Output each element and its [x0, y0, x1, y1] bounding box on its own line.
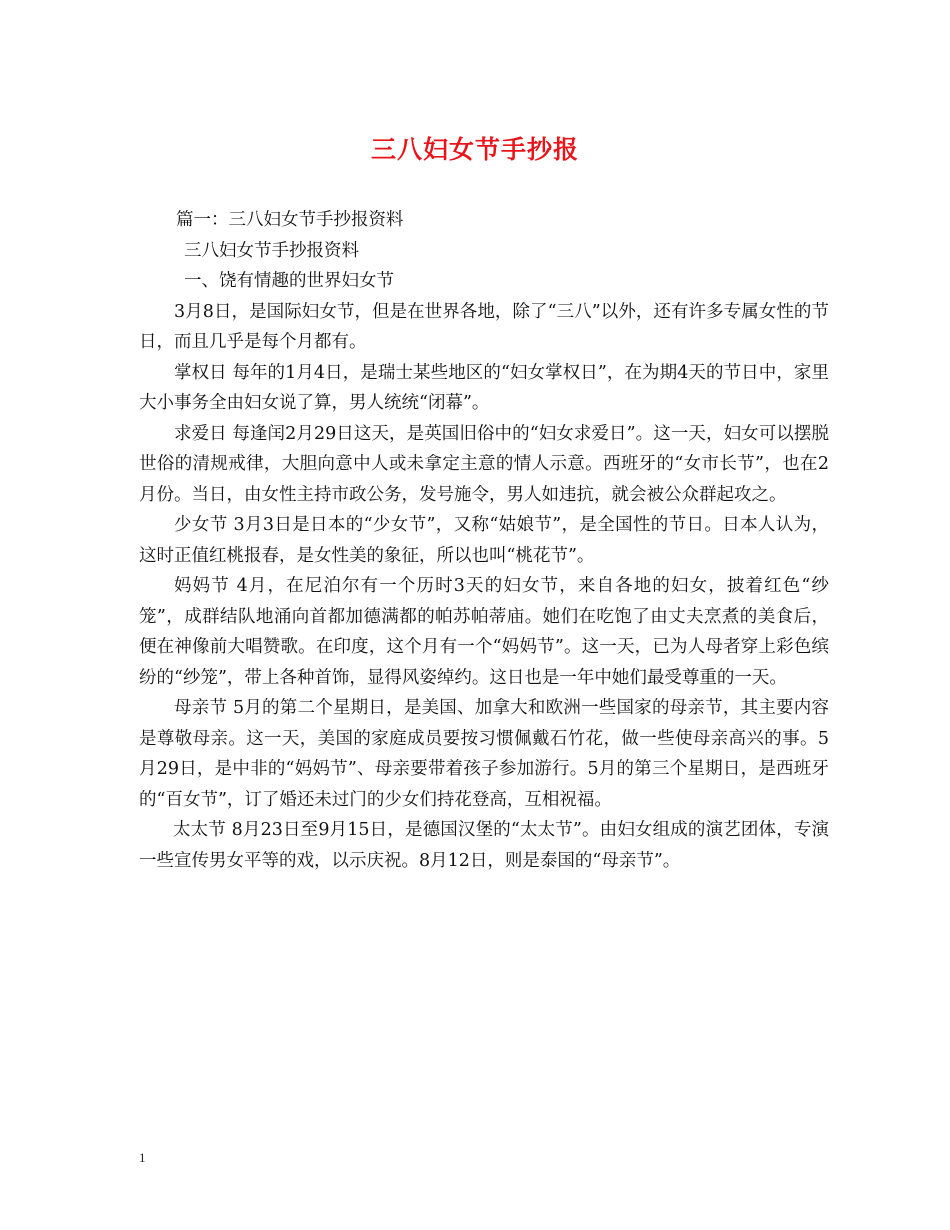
section-heading: 篇一：三八妇女节手抄报资料 — [176, 210, 404, 230]
page-number: 1 — [139, 1150, 146, 1165]
body-paragraph: 少女节 3月3日是日本的“少女节”，又称“姑娘节”，是全国性的节日。日本人认为，这时正值红桃报春，是女性美的象征，所以也叫“桃花节”。 — [139, 515, 829, 566]
document-title: 三八妇女节手抄报 — [370, 135, 579, 164]
body-paragraph: 太太节 8月23日至9月15日，是德国汉堡的“太太节”。由妇女组成的演艺团体，专演一些宣传男女平等的戏，以示庆祝。8月12日，则是泰国的“母亲节”。 — [139, 820, 829, 871]
subheading: 一、饶有情趣的世界妇女节 — [184, 271, 394, 291]
subheading: 三八妇女节手抄报资料 — [184, 240, 359, 261]
body-paragraph: 3月8日，是国际妇女节，但是在世界各地，除了“三八”以外，还有许多专属女性的节日，而且几乎是每个月都有。 — [139, 301, 829, 352]
body-paragraph: 妈妈节 4月，在尼泊尔有一个历时3天的妇女节，来自各地的妇女，披着红色“纱笼”，成群结队地涌向首都加德满都的帕苏帕蒂庙。她们在吃饱了由丈夫烹煮的美食后，便在神像前大唱赞歌。在印度，这个月有一个“妈妈节”。这一天，已为人母者穿上彩色缤纷的“纱笼”，带上各种首饰，显得风姿绰约。这日也是一年中她们最受尊重的一天。 — [139, 576, 829, 688]
body-paragraph: 求爱日 每逢闰2月29日这天，是英国旧俗中的“妇女求爱日”。这一天，妇女可以摆脱世俗的清规戒律，大胆向意中人或未拿定主意的情人示意。西班牙的“女市长节”，也在2月份。当日，由女性主持市政公务，发号施令，男人如违抗，就会被公众群起攻之。 — [139, 423, 829, 505]
document-body — [139, 205, 829, 876]
body-paragraph: 母亲节 5月的第二个星期日，是美国、加拿大和欧洲一些国家的母亲节，其主要内容是尊敬母亲。这一天，美国的家庭成员要按习惯佩戴石竹花，做一些使母亲高兴的事。5月29日，是中非的“妈妈节”、母亲要带着孩子参加游行。5月的第三个星期日，是西班牙的“百女节”，订了婚还未过门的少女们持花登高，互相祝福。 — [139, 698, 829, 810]
body-paragraph: 掌权日 每年的1月4日，是瑞士某些地区的“妇女掌权日”，在为期4天的节日中，家里大小事务全由妇女说了算，男人统统“闭幕”。 — [139, 362, 829, 413]
